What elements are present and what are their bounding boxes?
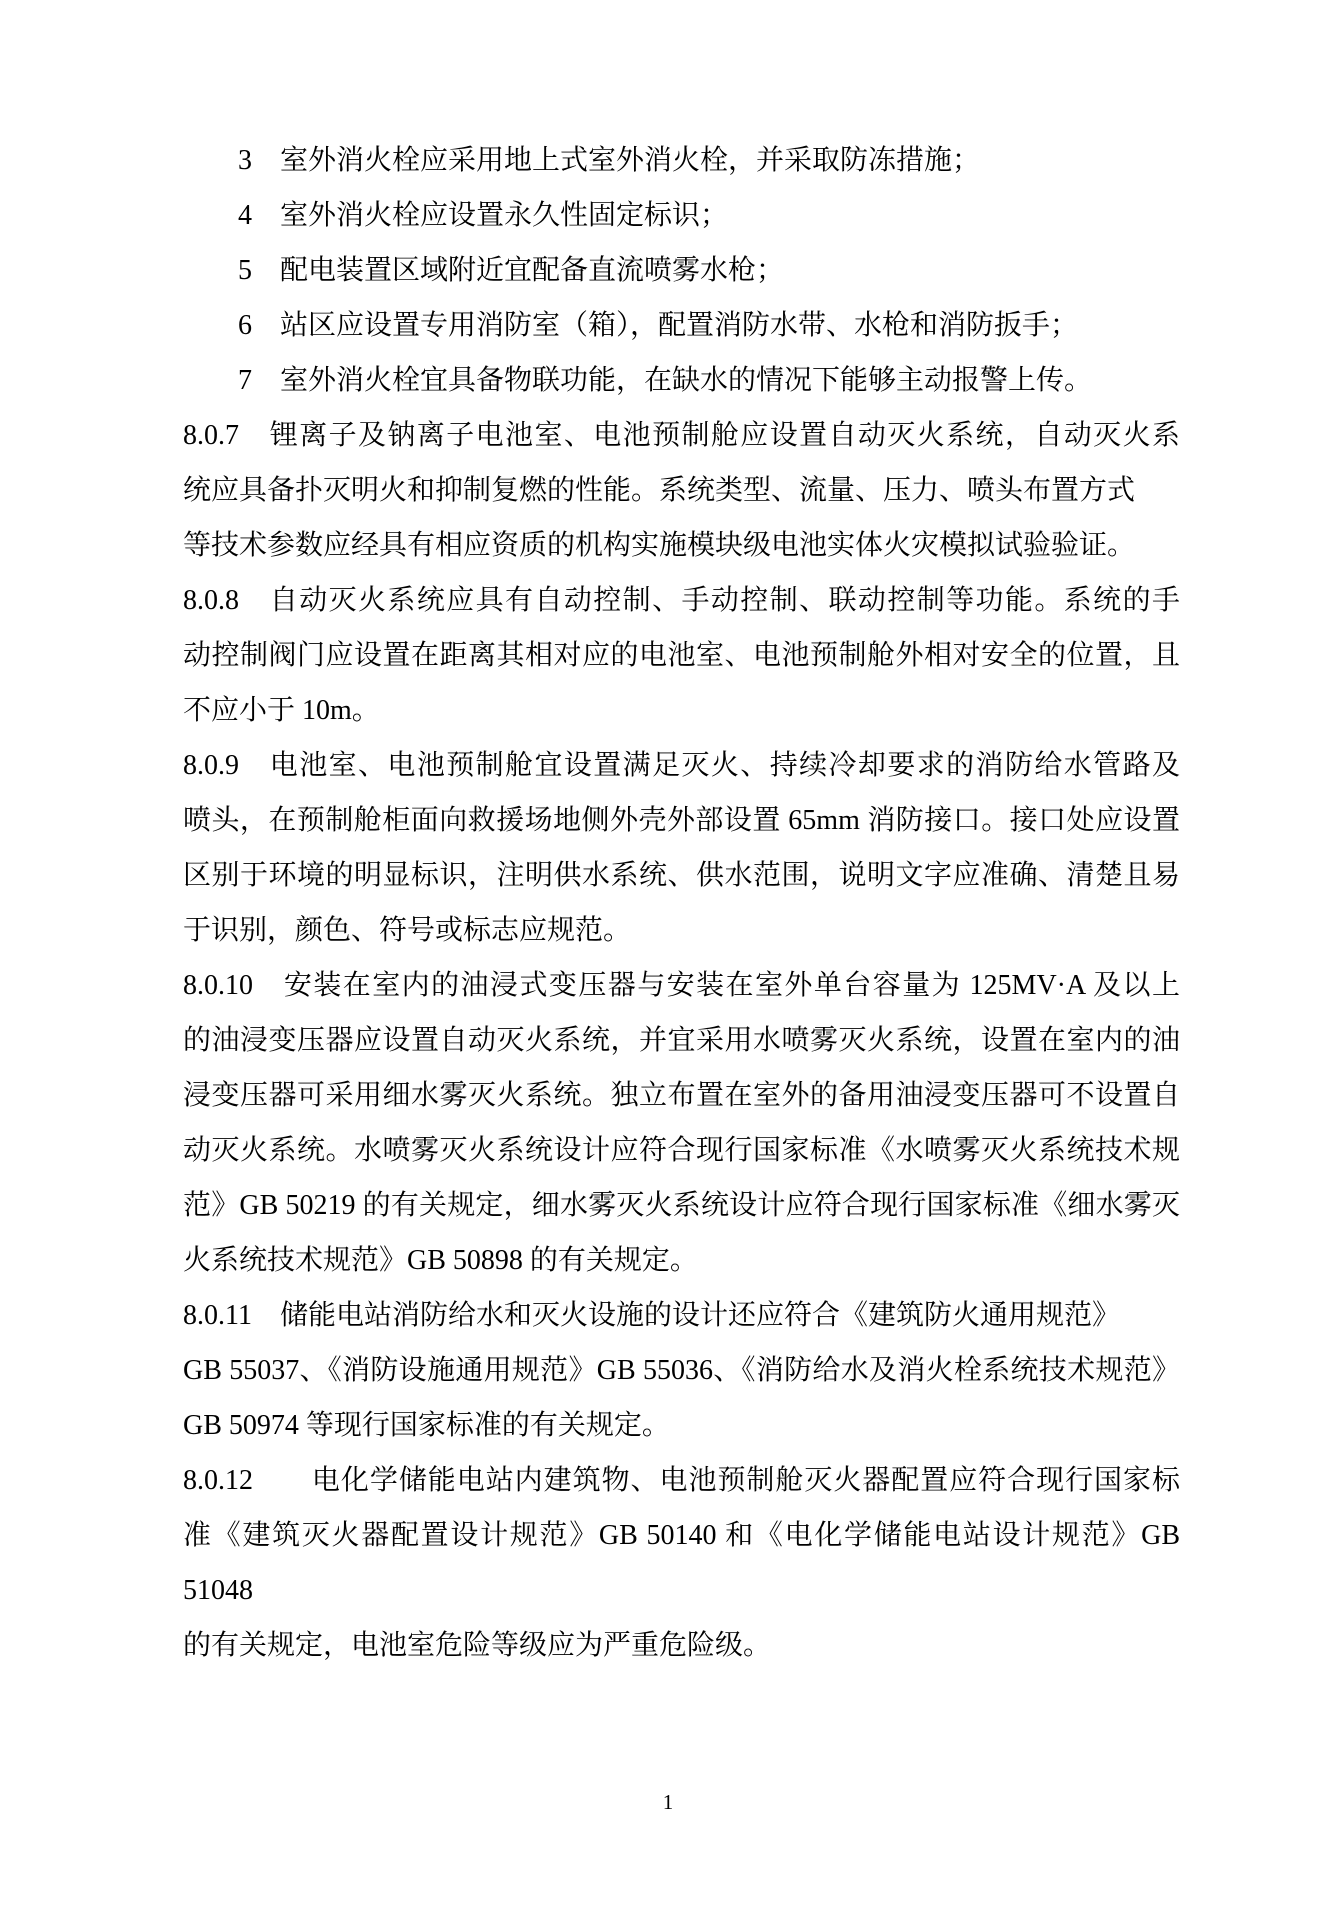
clause-8-0-10-line-1: 8.0.10 安装在室内的油浸式变压器与安装在室外单台容量为 125MV·A 及以上 — [183, 970, 1180, 1001]
clause-8-0-8-line-2: 动控制阀门应设置在距离其相对应的电池室、电池预制舱外相对安全的位置，且 — [183, 640, 1180, 671]
clause-8-0-12-line-3: 的有关规定，电池室危险等级应为严重危险级。 — [183, 1630, 772, 1661]
list-item-4: 4 室外消火栓应设置永久性固定标识； — [238, 200, 729, 231]
clause-8-0-7-line-2: 统应具备扑灭明火和抑制复燃的性能。系统类型、流量、压力、喷头布置方式 — [183, 475, 1136, 506]
clause-8-0-12 — [183, 1453, 1187, 1673]
clause-8-0-9-line-1: 8.0.9 电池室、电池预制舱宜设置满足灭火、持续冷却要求的消防给水管路及 — [183, 750, 1180, 781]
page-number: 1 — [662, 1790, 674, 1814]
clause-8-0-9-line-2: 喷头，在预制舱柜面向救援场地侧外壳外部设置 65mm 消防接口。接口处应设置 — [183, 805, 1180, 836]
clause-8-0-7-line-3: 等技术参数应经具有相应资质的机构实施模块级电池实体火灾模拟试验验证。 — [183, 530, 1136, 561]
clause-8-0-9-line-3: 区别于环境的明显标识，注明供水系统、供水范围，说明文字应准确、清楚且易 — [183, 860, 1180, 891]
clause-8-0-11-line-1: 8.0.11 储能电站消防给水和灭火设施的设计还应符合《建筑防火通用规范》 — [183, 1300, 1120, 1331]
clause-8-0-8 — [183, 573, 1180, 738]
clause-8-0-12-line-2: 准《建筑灭火器配置设计规范》GB 50140 和《电化学储能电站设计规范》GB 51048 — [183, 1520, 1187, 1606]
clause-8-0-10-line-5: 范》GB 50219 的有关规定，细水雾灭火系统设计应符合现行国家标准《细水雾灭 — [183, 1190, 1180, 1221]
clause-8-0-11 — [183, 1288, 1180, 1453]
clause-8-0-10-line-3: 浸变压器可采用细水雾灭火系统。独立布置在室外的备用油浸变压器可不设置自 — [183, 1080, 1180, 1111]
clause-8-0-10 — [183, 958, 1180, 1288]
clause-8-0-12-line-1: 8.0.12 电化学储能电站内建筑物、电池预制舱灭火器配置应符合现行国家标 — [183, 1465, 1180, 1496]
list-item-6: 6 站区应设置专用消防室（箱），配置消防水带、水枪和消防扳手； — [238, 310, 1079, 341]
clause-8-0-8-line-3: 不应小于 10m。 — [183, 695, 380, 726]
clause-8-0-8-line-1: 8.0.8 自动灭火系统应具有自动控制、手动控制、联动控制等功能。系统的手 — [183, 585, 1180, 616]
numbered-list — [183, 133, 1180, 408]
list-item-3: 3 室外消火栓应采用地上式室外消火栓，并采取防冻措施； — [238, 145, 981, 176]
clause-8-0-11-line-2: GB 55037、《消防设施通用规范》GB 55036、《消防给水及消火栓系统技术规范》 — [183, 1355, 1180, 1386]
clause-8-0-7-line-1: 8.0.7 锂离子及钠离子电池室、电池预制舱应设置自动灭火系统，自动灭火系 — [183, 420, 1180, 451]
document-body — [183, 133, 1187, 1673]
list-item-7: 7 室外消火栓宜具备物联功能，在缺水的情况下能够主动报警上传。 — [238, 365, 1093, 396]
clause-8-0-10-line-4: 动灭火系统。水喷雾灭火系统设计应符合现行国家标准《水喷雾灭火系统技术规 — [183, 1135, 1180, 1166]
clause-8-0-9 — [183, 738, 1180, 958]
clause-8-0-7 — [183, 408, 1180, 573]
clause-8-0-11-line-3: GB 50974 等现行国家标准的有关规定。 — [183, 1410, 670, 1441]
clause-8-0-10-line-2: 的油浸变压器应设置自动灭火系统，并宜采用水喷雾灭火系统，设置在室内的油 — [183, 1025, 1180, 1056]
clause-8-0-10-line-6: 火系统技术规范》GB 50898 的有关规定。 — [183, 1245, 698, 1276]
list-item-5: 5 配电装置区域附近宜配备直流喷雾水枪； — [238, 255, 785, 286]
clause-8-0-9-line-4: 于识别，颜色、符号或标志应规范。 — [183, 915, 632, 946]
